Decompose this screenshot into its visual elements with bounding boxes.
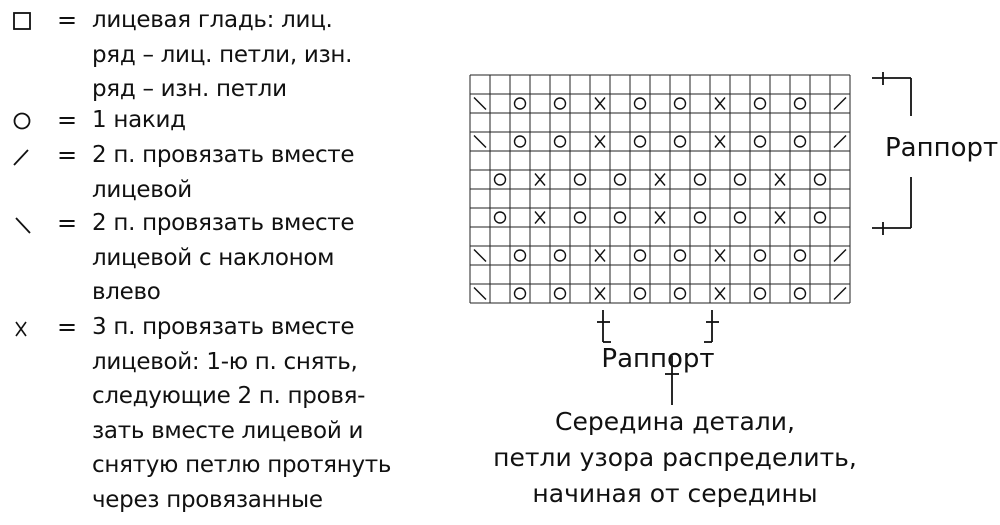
sk2p-mark (535, 212, 545, 224)
yarn-over-mark (735, 174, 746, 185)
sk2p-mark (715, 136, 725, 148)
sk2p-mark (595, 98, 605, 110)
knitting-chart (460, 60, 999, 390)
yarn-over-mark (515, 288, 526, 299)
yarn-over-mark (515, 136, 526, 147)
k2tog-mark (834, 136, 846, 148)
x-mark-icon (6, 310, 38, 344)
legend-text-sk2p: 3 п. провязать вместе лицевой: 1-ю п. снять, следующие 2 п. провя- зать вместе лицевой и снятую петлю протянуть через провязанные (92, 314, 392, 513)
legend-equals: = (57, 209, 78, 237)
ssk-mark (474, 250, 486, 262)
yarn-over-mark (615, 212, 626, 223)
sk2p-mark (595, 288, 605, 300)
legend-equals: = (57, 106, 78, 134)
yarn-over-mark (795, 250, 806, 261)
yarn-over-mark (555, 98, 566, 109)
sk2p-mark (655, 174, 665, 186)
yarn-over-mark (755, 98, 766, 109)
legend-text-yarn-over: 1 накид (92, 107, 186, 133)
ssk-mark (474, 98, 486, 110)
repeat-label-right: Раппорт (885, 133, 999, 163)
sk2p-mark (595, 136, 605, 148)
legend-text-stockinette: лицевая гладь: лиц. ряд – лиц. петли, изн. ряд – изн. петли (92, 7, 353, 102)
legend-text-ssk: 2 п. провязать вместе лицевой с наклоном влево (92, 210, 355, 305)
slash-icon (6, 138, 38, 172)
yarn-over-mark (735, 212, 746, 223)
yarn-over-mark (695, 174, 706, 185)
ssk-mark (474, 136, 486, 148)
yarn-over-mark (555, 288, 566, 299)
k2tog-mark (834, 250, 846, 262)
k2tog-mark (834, 288, 846, 300)
yarn-over-mark (675, 288, 686, 299)
yarn-over-mark (575, 174, 586, 185)
yarn-over-mark (795, 136, 806, 147)
sk2p-mark (655, 212, 665, 224)
sk2p-mark (775, 174, 785, 186)
legend-equals: = (57, 6, 78, 34)
yarn-over-mark (515, 98, 526, 109)
yarn-over-mark (695, 212, 706, 223)
yarn-over-mark (615, 174, 626, 185)
circle-icon (6, 103, 38, 137)
backslash-icon (6, 206, 38, 240)
sk2p-mark (535, 174, 545, 186)
yarn-over-mark (675, 250, 686, 261)
yarn-over-mark (755, 288, 766, 299)
yarn-over-mark (555, 136, 566, 147)
legend-equals: = (57, 141, 78, 169)
yarn-over-mark (495, 174, 506, 185)
sk2p-mark (715, 288, 725, 300)
yarn-over-mark (795, 98, 806, 109)
center-note: Середина детали, петли узора распределить, начиная от середины (493, 407, 857, 508)
yarn-over-mark (755, 136, 766, 147)
k2tog-mark (834, 98, 846, 110)
yarn-over-mark (675, 98, 686, 109)
yarn-over-mark (495, 212, 506, 223)
repeat-label-bottom: Раппорт (601, 344, 715, 374)
ssk-mark (474, 288, 486, 300)
legend (0, 0, 440, 525)
yarn-over-mark (515, 250, 526, 261)
yarn-over-mark (635, 136, 646, 147)
yarn-over-mark (795, 288, 806, 299)
sk2p-mark (715, 250, 725, 262)
yarn-over-mark (815, 212, 826, 223)
legend-equals: = (57, 313, 78, 341)
yarn-over-mark (555, 250, 566, 261)
legend-text-k2tog: 2 п. провязать вместе лицевой (92, 142, 355, 203)
yarn-over-mark (575, 212, 586, 223)
yarn-over-mark (635, 98, 646, 109)
yarn-over-mark (755, 250, 766, 261)
sk2p-mark (595, 250, 605, 262)
sk2p-mark (775, 212, 785, 224)
yarn-over-mark (675, 136, 686, 147)
repeat-bracket-bottom (597, 310, 719, 342)
yarn-over-mark (635, 288, 646, 299)
yarn-over-mark (635, 250, 646, 261)
chart-grid (470, 75, 850, 303)
yarn-over-mark (815, 174, 826, 185)
sk2p-mark (715, 98, 725, 110)
empty-box-icon (6, 3, 38, 37)
